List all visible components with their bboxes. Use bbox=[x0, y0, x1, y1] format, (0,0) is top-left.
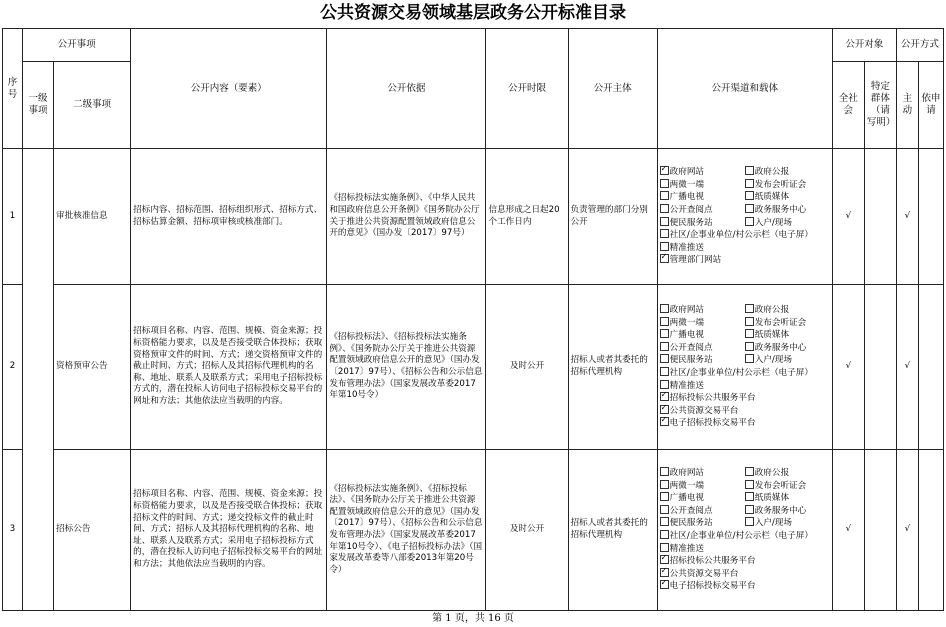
channel-checkbox[interactable]: ✓电子招标投标交易平台 bbox=[660, 417, 830, 430]
header-level2: 二级事项 bbox=[54, 62, 131, 149]
row-name: 资格预审公告 bbox=[54, 285, 131, 450]
channel-checkbox[interactable]: 社区/企事业单位/村公示栏（电子屏） bbox=[660, 367, 830, 380]
channel-checkbox[interactable]: 广播电视 bbox=[660, 329, 745, 342]
checkbox-icon bbox=[745, 342, 754, 351]
checkbox-icon bbox=[660, 380, 669, 389]
checkbox-icon bbox=[660, 417, 669, 426]
channel-checkbox[interactable]: 政务服务中心 bbox=[745, 342, 830, 355]
row-target-specific bbox=[864, 450, 896, 611]
checkbox-icon bbox=[745, 304, 754, 313]
checkbox-icon bbox=[660, 392, 669, 401]
header-matter: 公开事项 bbox=[23, 29, 131, 62]
header-method-apply: 依申请 bbox=[918, 62, 943, 149]
channel-checkbox[interactable]: 公开查阅点 bbox=[660, 342, 745, 355]
checkbox-icon bbox=[660, 530, 669, 539]
channel-checkbox[interactable]: 政府网站 bbox=[660, 304, 745, 317]
checkbox-icon bbox=[660, 254, 669, 263]
row-subject: 招标人或者其委托的招标代理机构 bbox=[568, 450, 657, 611]
checkbox-icon bbox=[745, 467, 754, 476]
table-row bbox=[3, 149, 944, 285]
page-footer: 第 1 页，共 16 页 bbox=[432, 613, 514, 624]
row-name: 审批核准信息 bbox=[54, 149, 131, 285]
row-method-active: √ bbox=[896, 450, 918, 611]
header-channel: 公开渠道和载体 bbox=[657, 29, 832, 149]
row-content: 招标内容、招标范围、招标组织形式、招标方式、招标估算金额、招标项审核或核准部门。 bbox=[131, 149, 327, 285]
row-seq: 2 bbox=[3, 285, 23, 450]
checkbox-icon bbox=[660, 354, 669, 363]
channel-checkbox[interactable]: 发布会听证会 bbox=[745, 317, 830, 330]
channel-checkbox[interactable]: 政府公报 bbox=[745, 467, 830, 480]
row-target-all: √ bbox=[832, 285, 864, 450]
channel-checkbox[interactable]: 政府公报 bbox=[745, 304, 830, 317]
channel-checkbox[interactable]: 发布会听证会 bbox=[745, 179, 830, 192]
channel-checkbox[interactable]: ✓公共资源交易平台 bbox=[660, 405, 830, 418]
channel-checkbox[interactable]: 入户/现场 bbox=[745, 354, 830, 367]
header-target-all: 全社会 bbox=[832, 62, 864, 149]
checkbox-icon bbox=[660, 367, 669, 376]
channel-checkbox[interactable]: 两微一端 bbox=[660, 179, 745, 192]
channel-checkbox[interactable]: 纸质媒体 bbox=[745, 329, 830, 342]
checkbox-icon bbox=[660, 517, 669, 526]
row-channels bbox=[657, 450, 832, 611]
checkbox-icon bbox=[745, 329, 754, 338]
checkbox-icon bbox=[745, 480, 754, 489]
checkbox-icon bbox=[745, 354, 754, 363]
channel-checkbox[interactable]: 入户/现场 bbox=[745, 517, 830, 530]
channel-checkbox[interactable]: 政府网站 bbox=[660, 467, 745, 480]
row-time: 及时公开 bbox=[486, 285, 568, 450]
header-method: 公开方式 bbox=[896, 29, 943, 62]
checkbox-icon bbox=[660, 229, 669, 238]
level1-cell bbox=[23, 149, 54, 611]
checkbox-icon bbox=[660, 342, 669, 351]
checkbox-icon bbox=[660, 317, 669, 326]
channel-checkbox[interactable]: 政务服务中心 bbox=[745, 204, 830, 217]
checkbox-icon bbox=[660, 405, 669, 414]
header-time: 公开时限 bbox=[486, 29, 568, 149]
channel-checkbox[interactable]: 纸质媒体 bbox=[745, 492, 830, 505]
header-content: 公开内容（要素） bbox=[131, 29, 327, 149]
checkbox-icon bbox=[660, 329, 669, 338]
checkbox-icon bbox=[660, 505, 669, 514]
row-time: 信息形成之日起20个工作日内 bbox=[486, 149, 568, 285]
row-target-all: √ bbox=[832, 450, 864, 611]
checkbox-icon bbox=[745, 492, 754, 501]
channel-checkbox[interactable]: ✓管理部门网站 bbox=[660, 254, 830, 267]
channel-checkbox[interactable]: 政务服务中心 bbox=[745, 505, 830, 518]
channel-checkbox[interactable]: 精准推送 bbox=[660, 380, 830, 393]
channel-checkbox[interactable]: 发布会听证会 bbox=[745, 480, 830, 493]
row-method-apply bbox=[918, 285, 943, 450]
channel-checkbox[interactable]: ✓电子招标投标交易平台 bbox=[660, 580, 830, 593]
checkbox-icon bbox=[660, 217, 669, 226]
row-method-active: √ bbox=[896, 285, 918, 450]
channel-checkbox[interactable]: 社区/企事业单位/村公示栏（电子屏） bbox=[660, 530, 830, 543]
checkbox-icon bbox=[660, 242, 669, 251]
channel-checkbox[interactable]: 便民服务站 bbox=[660, 517, 745, 530]
checkbox-icon bbox=[660, 555, 669, 564]
row-basis: 《招标投标法》、《招标投标法实施条例》、《国务院办公厅关于推进公共资源配置领域政府信息公开的意见》（国办发〔2017〕97号）、《招标公告和公示信息发布管理办法》（国家发展改革委2017年第10号令） bbox=[327, 285, 486, 450]
header-level1: 一级事项 bbox=[23, 62, 54, 149]
page-title: 公共资源交易领域基层政务公开标准目录 bbox=[320, 3, 626, 23]
row-method-apply bbox=[918, 149, 943, 285]
disclosure-table bbox=[2, 28, 944, 611]
channel-checkbox[interactable]: 精准推送 bbox=[660, 242, 830, 255]
checkbox-icon bbox=[745, 191, 754, 200]
channel-checkbox[interactable]: ✓招标投标公共服务平台 bbox=[660, 392, 830, 405]
checkbox-icon bbox=[660, 204, 669, 213]
channel-checkbox[interactable]: 广播电视 bbox=[660, 191, 745, 204]
checkbox-icon bbox=[745, 166, 754, 175]
checkbox-icon bbox=[745, 317, 754, 326]
checkbox-icon bbox=[660, 304, 669, 313]
row-target-specific bbox=[864, 149, 896, 285]
header-basis: 公开依据 bbox=[327, 29, 486, 149]
channel-checkbox[interactable]: 社区/企事业单位/村公示栏（电子屏） bbox=[660, 229, 830, 242]
row-name: 招标公告 bbox=[54, 450, 131, 611]
channel-checkbox[interactable]: 入户/现场 bbox=[745, 217, 830, 230]
checkbox-icon bbox=[660, 580, 669, 589]
checkbox-icon bbox=[660, 492, 669, 501]
row-time: 及时公开 bbox=[486, 450, 568, 611]
row-content: 招标项目名称、内容、范围、规模、资金来源；投标资格能力要求，以及是否接受联合体投标；获取招标文件的时间、方式；递交投标文件的截止时间、方式；招标人及其招标代理机构的名称、地址、联系人及联系方式；采用电子招标投标方式的，潜在投标人访问电子招标投标交易平台的网址和方法；其他依法应当载明的内容。 bbox=[131, 450, 327, 611]
channel-checkbox[interactable]: 便民服务站 bbox=[660, 354, 745, 367]
table-row bbox=[3, 450, 944, 611]
checkbox-icon bbox=[745, 517, 754, 526]
row-method-apply bbox=[918, 450, 943, 611]
row-basis: 《招标投标法实施条例》、《中华人民共和国政府信息公开条例》《国务院办公厅关于推进公共资源配置领域政府信息公开的意见》（国办发〔2017〕97号） bbox=[327, 149, 486, 285]
header-seq: 序号 bbox=[3, 29, 23, 149]
channel-checkbox[interactable]: ✓招标投标公共服务平台 bbox=[660, 555, 830, 568]
checkbox-icon bbox=[660, 179, 669, 188]
checkbox-icon bbox=[660, 568, 669, 577]
row-content: 招标项目名称、内容、范围、规模、资金来源；投标资格能力要求，以及是否接受联合体投标；获取资格预审文件的时间、方式；递交资格预审文件的截止时间、方式；招标人及其招标代理机构的名称、地址、联系人及联系方式；采用电子招标投标方式的，潜在投标人访问电子招标投标交易平台的网址和方法；其他依法应当载明的内容。 bbox=[131, 285, 327, 450]
checkbox-icon bbox=[745, 217, 754, 226]
channel-checkbox[interactable]: 精准推送 bbox=[660, 543, 830, 556]
checkbox-icon bbox=[745, 179, 754, 188]
row-seq: 3 bbox=[3, 450, 23, 611]
channel-checkbox[interactable]: 便民服务站 bbox=[660, 217, 745, 230]
checkbox-icon bbox=[745, 505, 754, 514]
row-subject: 负责管理的部门分别公开 bbox=[568, 149, 657, 285]
row-target-specific bbox=[864, 285, 896, 450]
channel-checkbox[interactable]: 政府公报 bbox=[745, 166, 830, 179]
checkbox-icon bbox=[660, 166, 669, 175]
row-target-all: √ bbox=[832, 149, 864, 285]
checkbox-icon bbox=[660, 543, 669, 552]
table-row bbox=[3, 285, 944, 450]
row-subject: 招标人或者其委托的招标代理机构 bbox=[568, 285, 657, 450]
row-seq: 1 bbox=[3, 149, 23, 285]
row-basis: 《招标投标法实施条例》、《招标投标法》、《国务院办公厅关于推进公共资源配置领域政府信息公开的意见》（国办发〔2017〕97号）、《招标公告和公示信息发布管理办法》（国家发展改革委2017年第10号令）、《电子招标投标办法》（国家发展改革委等八部委2013年第20号令） bbox=[327, 450, 486, 611]
checkbox-icon bbox=[660, 467, 669, 476]
checkbox-icon bbox=[660, 191, 669, 200]
channel-checkbox[interactable]: 公开查阅点 bbox=[660, 204, 745, 217]
channel-checkbox[interactable]: 两微一端 bbox=[660, 480, 745, 493]
row-channels bbox=[657, 149, 832, 285]
channel-checkbox[interactable]: 公开查阅点 bbox=[660, 505, 745, 518]
channel-checkbox[interactable]: ✓公共资源交易平台 bbox=[660, 568, 830, 581]
row-method-active: √ bbox=[896, 149, 918, 285]
checkbox-icon bbox=[660, 480, 669, 489]
header-target-specific: 特定群体（请写明） bbox=[864, 62, 896, 149]
channel-checkbox[interactable]: 广播电视 bbox=[660, 492, 745, 505]
row-channels bbox=[657, 285, 832, 450]
header-subject: 公开主体 bbox=[568, 29, 657, 149]
channel-checkbox[interactable]: 两微一端 bbox=[660, 317, 745, 330]
header-target: 公开对象 bbox=[832, 29, 896, 62]
header-method-active: 主动 bbox=[896, 62, 918, 149]
checkbox-icon bbox=[745, 204, 754, 213]
channel-checkbox[interactable]: ✓政府网站 bbox=[660, 166, 745, 179]
channel-checkbox[interactable]: 纸质媒体 bbox=[745, 191, 830, 204]
